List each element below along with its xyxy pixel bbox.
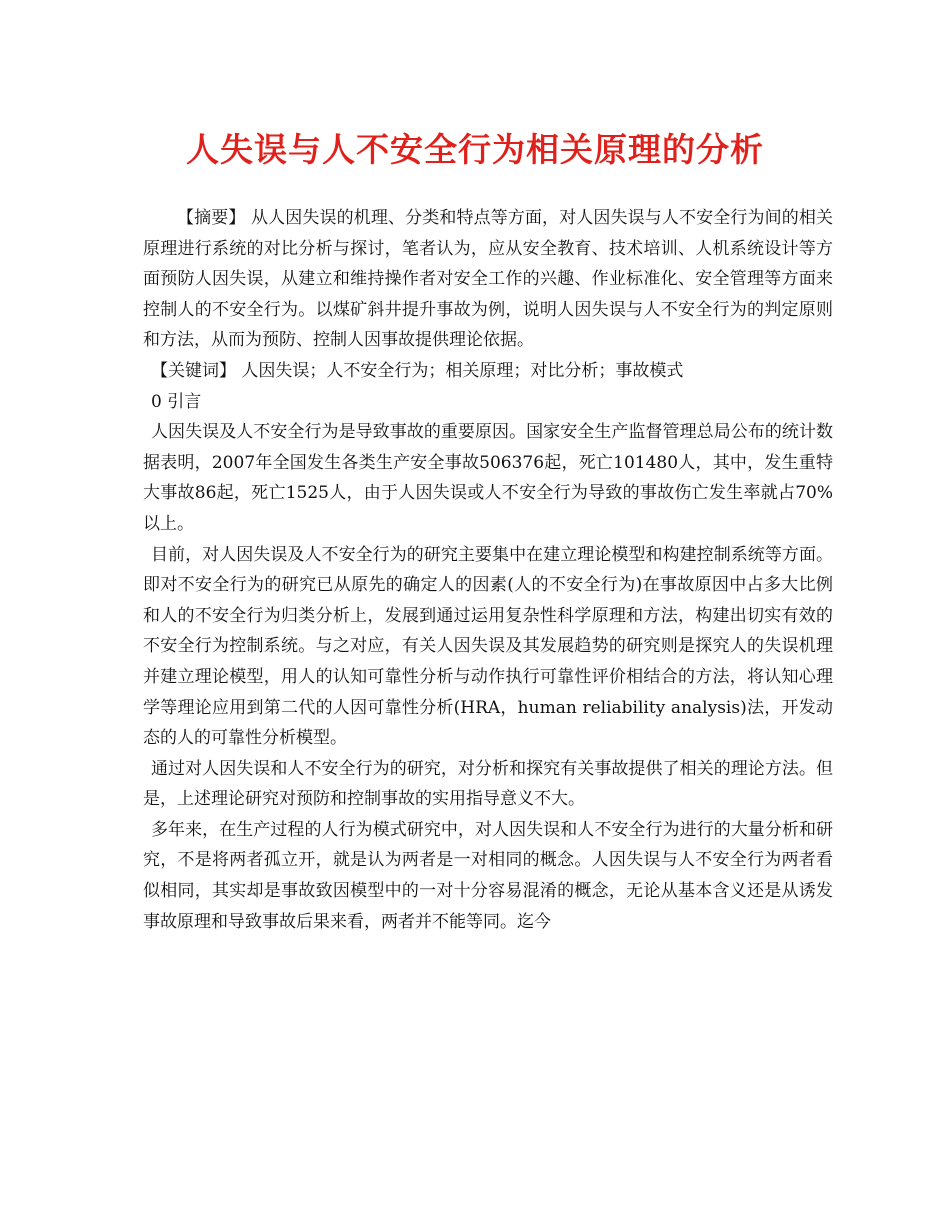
abstract-paragraph: 【摘要】 从人因失误的机理、分类和特点等方面，对人因失误与人不安全行为间的相关原理进行系统的对比分析与探讨，笔者认为，应从安全教育、技术培训、人机系统设计等方面预防人因失误，从建立和维持操作者对安全工作的兴趣、作业标准化、安全管理等方面来控制人的不安全行为。以煤矿斜井提升事故为例，说明人因失误与人不安全行为的判定原则和方法，从而为预防、控制人因事故提供理论依据。 (143, 208, 833, 351)
body-paragraph: 多年来，在生产过程的人行为模式研究中，对人因失误和人不安全行为进行的大量分析和研究，不是将两者孤立开，就是认为两者是一对相同的概念。人因失误与人不安全行为两者看似相同，其实却是事故致因模型中的一对十分容易混淆的概念，无论从基本含义还是从诱发事故原理和导致事故后果来看，两者并不能等同。迄今 (143, 819, 833, 932)
body-paragraph: 人因失误及人不安全行为是导致事故的重要原因。国家安全生产监督管理总局公布的统计数据表明，2007年全国发生各类生产安全事故506376起，死亡101480人，其中，发生重特大事故86起，死亡1525人，由于人因失误或人不安全行为导致的事故伤亡发生率就占70%以上。 (143, 422, 833, 534)
document-body (143, 203, 833, 937)
section-heading: 0 引言 (151, 391, 202, 412)
document-title: 人失误与人不安全行为相关原理的分析 (186, 130, 764, 169)
keywords-paragraph: 【关键词】 人因失误；人不安全行为；相关原理；对比分析；事故模式 (151, 360, 684, 381)
body-paragraph: 通过对人因失误和人不安全行为的研究，对分析和探究有关事故提供了相关的理论方法。但是，上述理论研究对预防和控制事故的实用指导意义不大。 (143, 758, 833, 810)
body-paragraph: 目前，对人因失误及人不安全行为的研究主要集中在建立理论模型和构建控制系统等方面。即对不安全行为的研究已从原先的确定人的因素(人的不安全行为)在事故原因中占多大比例和人的不安全行为归类分析上，发展到通过运用复杂性科学原理和方法，构建出切实有效的不安全行为控制系统。与之对应，有关人因失误及其发展趋势的研究则是探究人的失误机理并建立理论模型，用人的认知可靠性分析与动作执行可靠性评价相结合的方法，将认知心理学等理论应用到第二代的人因可靠性分析(HRA，human reliability analysis)法，开发动态的人的可靠性分析模型。 (143, 544, 833, 749)
